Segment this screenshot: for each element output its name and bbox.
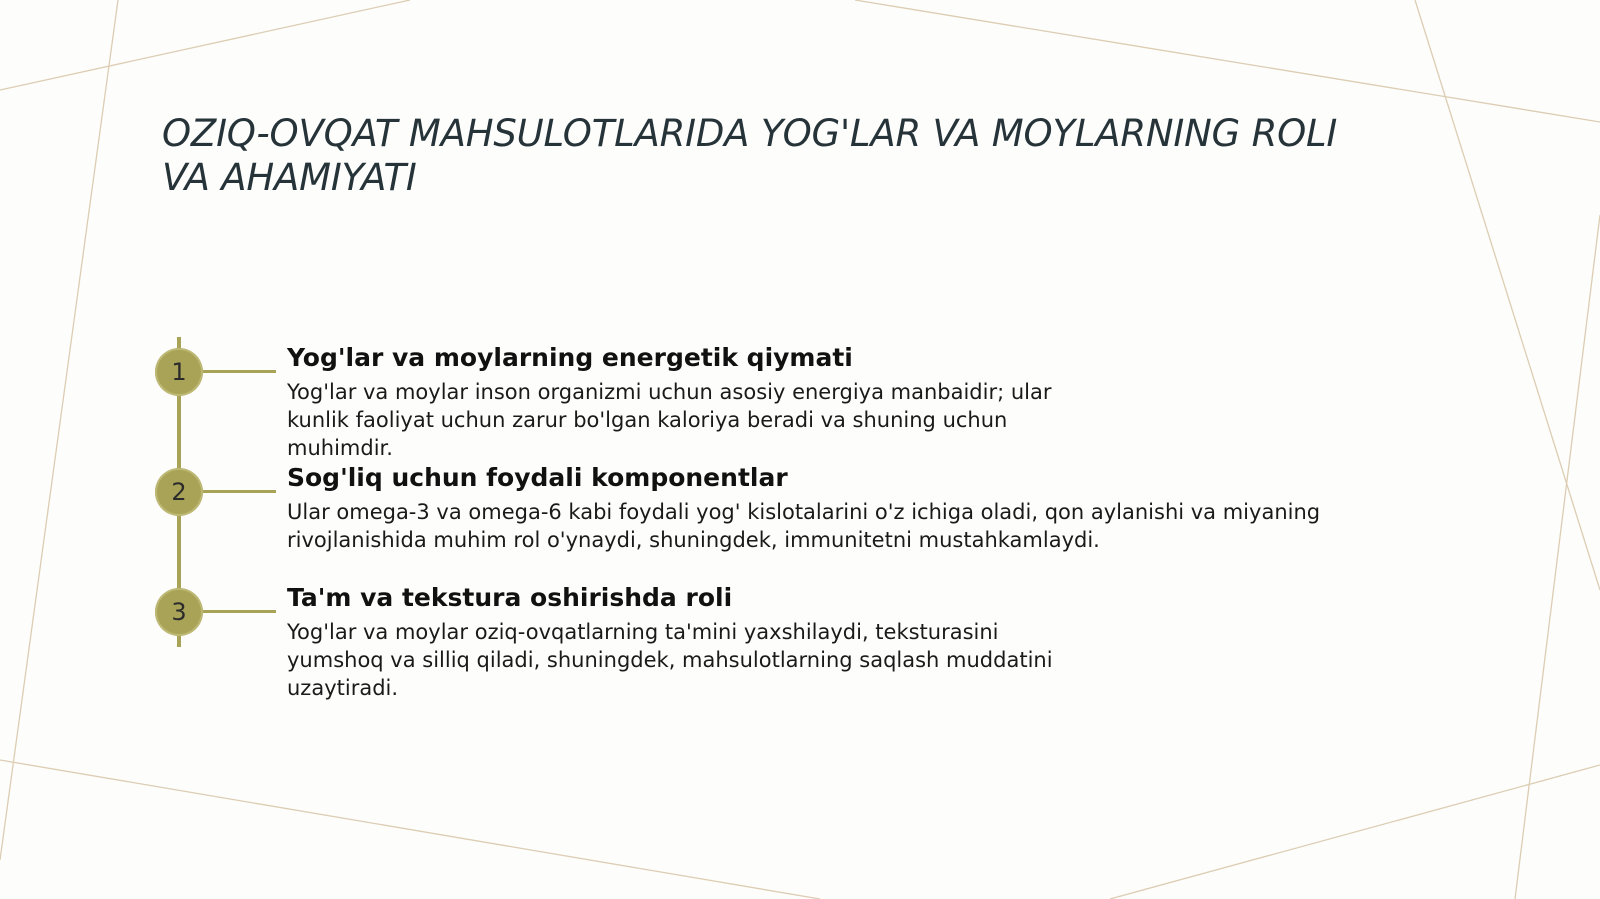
step-number: 3 — [171, 598, 187, 626]
step-number-badge — [155, 348, 203, 396]
step-description: Yog'lar va moylar oziq-ovqatlarning ta'mini yaxshilaydi, teksturasini yumshoq va silliq qiladi, shuningdek, mahsulotlarning saqlash muddatini uzaytiradi. — [287, 620, 1053, 700]
step-heading: Yog'lar va moylarning energetik qiymati — [287, 343, 853, 372]
step-description: Ular omega-3 va omega-6 kabi foydali yog' kislotalarini o'z ichiga oladi, qon aylanishi va miyaning rivojlanishida muhim rol o'ynaydi, shuningdek, immunitetni mustahkamlaydi. — [287, 500, 1321, 552]
slide-title: OZIQ-OVQAT MAHSULOTLARIDA YOG'LAR VA MOYLARNING ROLI VA AHAMIYATI — [162, 112, 1338, 199]
step-heading: Ta'm va tekstura oshirishda roli — [287, 583, 733, 612]
step-number-badge — [155, 588, 203, 636]
step-connector — [203, 610, 276, 613]
step-number: 1 — [171, 358, 187, 386]
step-number: 2 — [171, 478, 187, 506]
step-connector — [203, 370, 276, 373]
step-connector — [203, 490, 276, 493]
step-heading: Sog'liq uchun foydali komponentlar — [287, 463, 788, 492]
step-number-badge — [155, 468, 203, 516]
step-description: Yog'lar va moylar inson organizmi uchun asosiy energiya manbaidir; ular kunlik faoliyat uchun zarur bo'lgan kaloriya beradi va shuning uchun muhimdir. — [287, 380, 1052, 460]
